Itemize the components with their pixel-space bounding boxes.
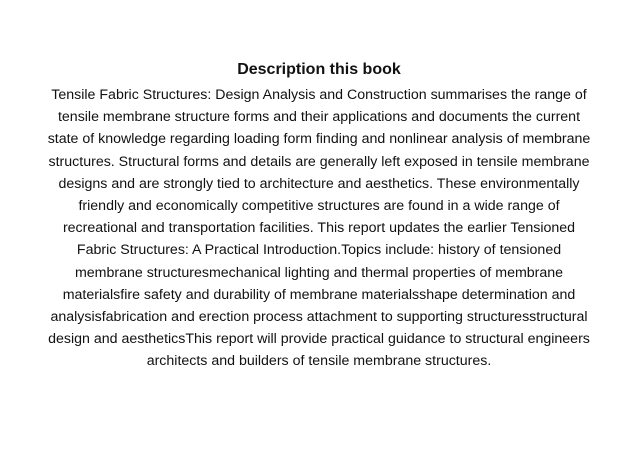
description-line: friendly and economically competitive structures are found in a wide range of xyxy=(78,198,560,215)
description-line: analysisfabrication and erection process attachment to supporting structuresstructural xyxy=(50,309,588,326)
description-line: tensile membrane structure forms and their applications and documents the current xyxy=(57,109,581,126)
description-line: structures. Structural forms and details are generally left exposed in tensile membrane xyxy=(48,153,590,170)
description-line: membrane structuresmechanical lighting and thermal properties of membrane xyxy=(74,264,564,281)
description-line: recreational and transportation facilities. This report updates the earlier Tensioned xyxy=(62,220,576,237)
page-title: Description this book xyxy=(237,61,401,78)
description-body xyxy=(0,84,638,373)
description-line: state of knowledge regarding loading form finding and nonlinear analysis of membrane xyxy=(47,131,591,148)
description-line: design and aestheticsThis report will provide practical guidance to structural engineers xyxy=(48,331,590,348)
description-line: materialsfire safety and durability of membrane materialsshape determination and xyxy=(62,286,576,303)
description-line: Fabric Structures: A Practical Introduction.Topics include: history of tensioned xyxy=(76,242,562,259)
description-line: architects and builders of tensile membrane structures. xyxy=(146,353,492,370)
description-line: Tensile Fabric Structures: Design Analysis and Construction summarises the range of xyxy=(51,87,587,103)
description-line: designs and are strongly tied to architecture and aesthetics. These environmentally xyxy=(58,175,580,192)
